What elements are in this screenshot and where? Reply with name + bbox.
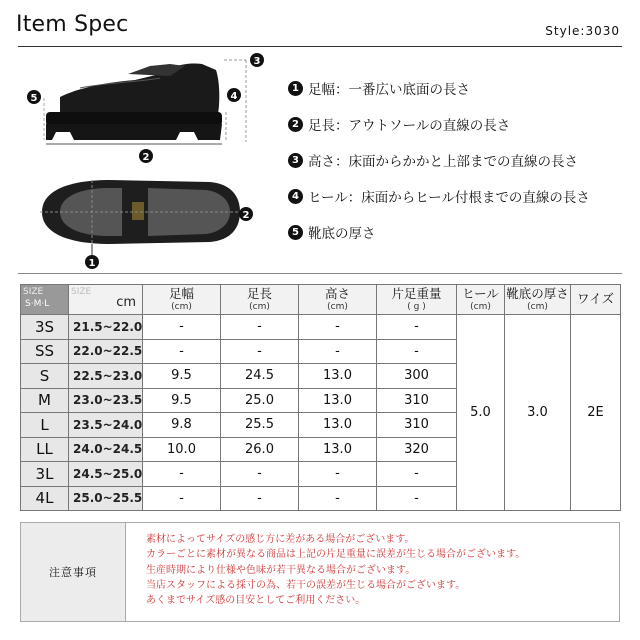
- page-title: Item Spec: [16, 12, 129, 37]
- legend-item: [288, 214, 628, 250]
- size-code: 4L: [21, 486, 69, 511]
- circled-4-icon: 4: [288, 189, 303, 204]
- shoe-side-view: [46, 63, 222, 140]
- cell-height: 13.0: [299, 388, 377, 413]
- column-header: 片足重量 ( g ): [377, 285, 457, 315]
- cell-width: -: [143, 462, 221, 487]
- style-code: Style:3030: [545, 24, 620, 38]
- size-code: M: [21, 388, 69, 413]
- legend-text: 足長：アウトソールの直線の長さ: [308, 118, 511, 134]
- size-spec-table: [20, 284, 621, 511]
- cell-width: 9.5: [143, 388, 221, 413]
- svg-text:1: 1: [88, 258, 96, 269]
- column-header: 足幅 (cm): [143, 285, 221, 315]
- legend-item: [288, 178, 628, 214]
- header-divider: [18, 46, 622, 47]
- legend-item: [288, 106, 628, 142]
- cell-width: 9.5: [143, 364, 221, 389]
- note-line: 当店スタッフによる採寸の為、若干の誤差が生じる場合がございます。: [146, 579, 466, 591]
- note-line: 素材によってサイズの感じ方に差がある場合がございます。: [146, 534, 415, 545]
- cell-length: -: [221, 486, 299, 511]
- circled-5-icon: 5: [288, 225, 303, 240]
- cell-height: -: [299, 462, 377, 487]
- cell-weight: 300: [377, 364, 457, 389]
- notes-box: [20, 522, 620, 622]
- measurement-legend: [288, 70, 628, 250]
- size-range: 21.5~22.0: [69, 315, 143, 340]
- cell-length: -: [221, 315, 299, 340]
- notes-body: [126, 523, 619, 621]
- cell-length: 26.0: [221, 437, 299, 462]
- legend-text: ヒール：床面からヒール付根までの直線の長さ: [308, 190, 590, 206]
- cell-wise: 2E: [571, 315, 621, 511]
- circled-2-icon: 2: [288, 117, 303, 132]
- marker-2-sole: [239, 207, 253, 221]
- cell-height: -: [299, 486, 377, 511]
- size-range: 25.0~25.5: [69, 486, 143, 511]
- size-cm-header: SIZE cm: [69, 285, 143, 315]
- cell-weight: 320: [377, 437, 457, 462]
- circled-1-icon: 1: [288, 81, 303, 96]
- table-header-row: [21, 285, 621, 315]
- cell-weight: -: [377, 462, 457, 487]
- svg-text:3: 3: [253, 56, 261, 67]
- marker-2-side: [139, 149, 153, 163]
- cell-height: -: [299, 339, 377, 364]
- column-header: ワイズ: [571, 285, 621, 315]
- cell-weight: -: [377, 339, 457, 364]
- cell-height: 13.0: [299, 364, 377, 389]
- svg-text:4: 4: [230, 91, 238, 102]
- svg-text:5: 5: [30, 93, 38, 104]
- size-code: SS: [21, 339, 69, 364]
- size-code: 3L: [21, 462, 69, 487]
- note-line: あくまでサイズ感の目安としてご利用ください。: [146, 595, 366, 607]
- marker-4: [227, 88, 241, 102]
- marker-5: [27, 90, 41, 104]
- cell-width: 10.0: [143, 437, 221, 462]
- size-code: L: [21, 413, 69, 438]
- cell-heel: 5.0: [457, 315, 505, 511]
- cell-length: 24.5: [221, 364, 299, 389]
- size-code-header: SIZE S·M·L: [21, 285, 69, 315]
- legend-text: 靴底の厚さ: [308, 226, 376, 242]
- cell-sole: 3.0: [505, 315, 571, 511]
- cell-length: -: [221, 339, 299, 364]
- notes-label: 注意事項: [21, 523, 126, 621]
- table-row: [21, 315, 621, 340]
- column-header: 足長 (cm): [221, 285, 299, 315]
- cell-length: -: [221, 462, 299, 487]
- size-range: 22.0~22.5: [69, 339, 143, 364]
- section-divider: [18, 273, 622, 274]
- size-range: 23.5~24.0: [69, 413, 143, 438]
- svg-text:2: 2: [242, 210, 250, 221]
- cell-length: 25.0: [221, 388, 299, 413]
- cell-width: -: [143, 339, 221, 364]
- shoe-diagram: [20, 52, 270, 272]
- cell-width: 9.8: [143, 413, 221, 438]
- circled-3-icon: 3: [288, 153, 303, 168]
- size-range: 23.0~23.5: [69, 388, 143, 413]
- size-range: 24.0~24.5: [69, 437, 143, 462]
- marker-1: [85, 255, 99, 269]
- svg-text:2: 2: [142, 152, 150, 163]
- cell-weight: -: [377, 315, 457, 340]
- cell-weight: -: [377, 486, 457, 511]
- column-header: 高さ (cm): [299, 285, 377, 315]
- cell-height: -: [299, 315, 377, 340]
- cell-length: 25.5: [221, 413, 299, 438]
- cell-height: 13.0: [299, 413, 377, 438]
- size-range: 24.5~25.0: [69, 462, 143, 487]
- note-line: 生産時期により仕様や色味が若干異なる場合がございます。: [146, 564, 416, 576]
- legend-text: 高さ：床面からかかと上部までの直線の長さ: [308, 154, 578, 170]
- size-code: LL: [21, 437, 69, 462]
- cell-weight: 310: [377, 413, 457, 438]
- legend-item: [288, 142, 628, 178]
- size-code: 3S: [21, 315, 69, 340]
- legend-text: 足幅：一番広い底面の長さ: [308, 82, 470, 98]
- cell-height: 13.0: [299, 437, 377, 462]
- legend-item: [288, 70, 628, 106]
- cell-width: -: [143, 315, 221, 340]
- note-line: カラーごとに素材が異なる商品は上記の片足重量に誤差が生じる場合がございます。: [146, 549, 526, 561]
- marker-3: [250, 53, 264, 67]
- column-header: 靴底の厚さ (cm): [505, 285, 571, 315]
- cell-weight: 310: [377, 388, 457, 413]
- cell-width: -: [143, 486, 221, 511]
- size-range: 22.5~23.0: [69, 364, 143, 389]
- size-code: S: [21, 364, 69, 389]
- column-header: ヒール (cm): [457, 285, 505, 315]
